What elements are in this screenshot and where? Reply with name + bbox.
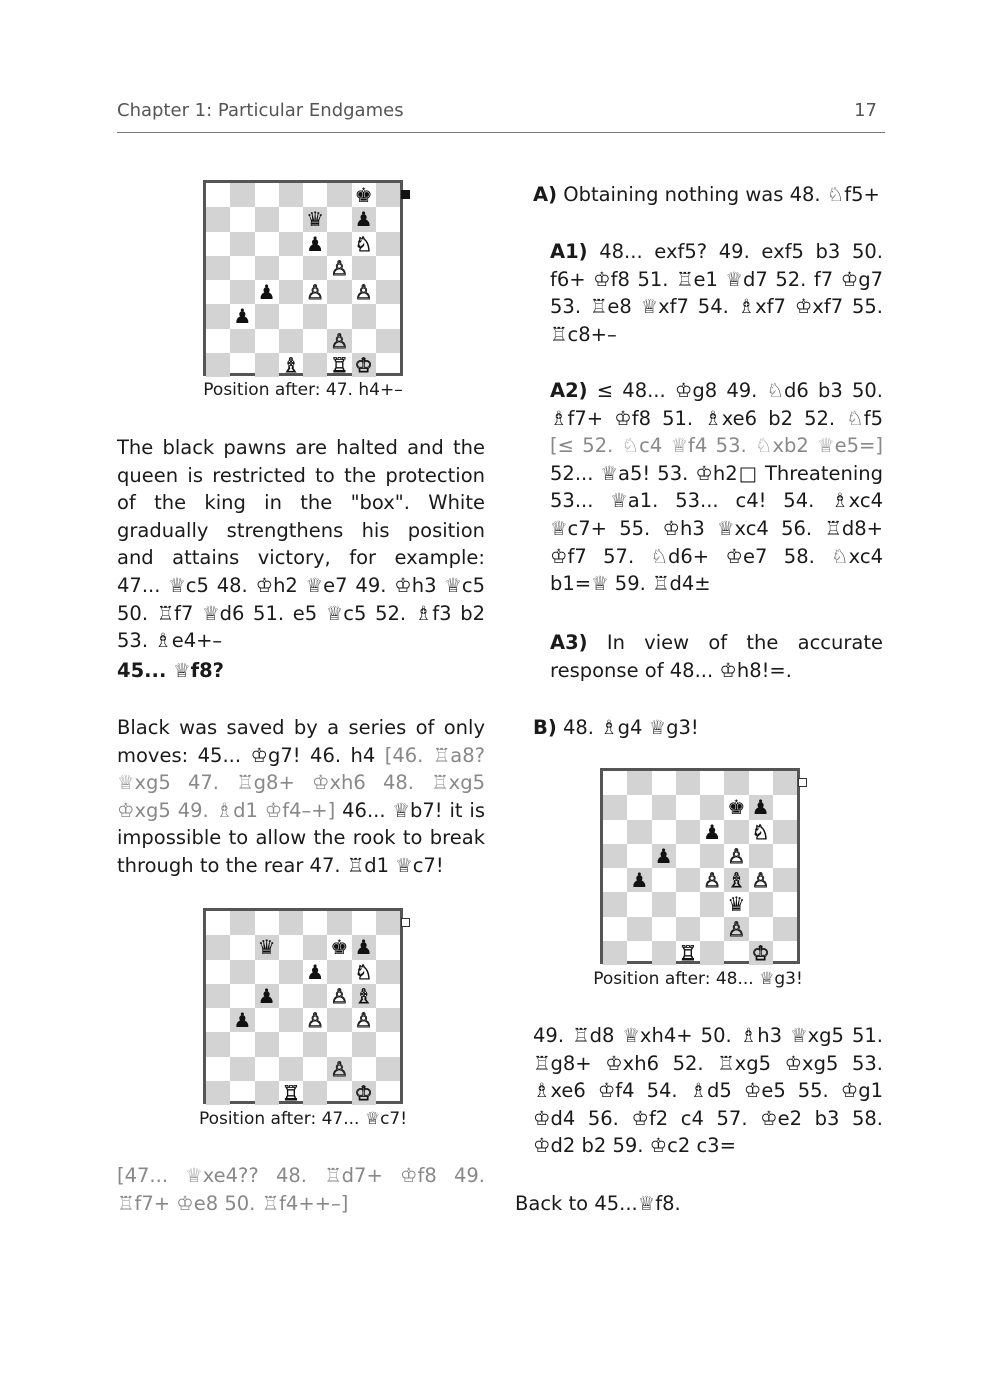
chess-piece-g1: ♔ bbox=[751, 940, 770, 965]
chess-piece-c4: ♟ bbox=[257, 280, 276, 304]
board-square bbox=[327, 1032, 351, 1056]
board-square bbox=[773, 820, 797, 844]
board-square bbox=[700, 892, 724, 916]
board-square bbox=[376, 256, 400, 280]
line-b bbox=[533, 714, 883, 742]
side-to-move-indicator bbox=[401, 190, 410, 199]
chess-piece-e6: ♟ bbox=[703, 819, 722, 844]
board-square bbox=[327, 280, 351, 304]
chess-piece-g8: ♚ bbox=[354, 183, 373, 207]
line-b-label: B) bbox=[533, 716, 557, 739]
board-square bbox=[327, 183, 351, 207]
board-square bbox=[230, 911, 254, 935]
board-square bbox=[676, 868, 700, 892]
board-square bbox=[603, 844, 627, 868]
board-square bbox=[206, 280, 230, 304]
board-square bbox=[627, 771, 651, 795]
board-square bbox=[206, 232, 230, 256]
chapter-title: Chapter 1: Particular Endgames bbox=[117, 100, 404, 121]
board-square bbox=[279, 1008, 303, 1032]
board-square bbox=[230, 984, 254, 1008]
board-square bbox=[749, 892, 773, 916]
board-square bbox=[352, 911, 376, 935]
board-square bbox=[603, 795, 627, 819]
board-square bbox=[676, 917, 700, 941]
board-square bbox=[206, 329, 230, 353]
board-square bbox=[327, 232, 351, 256]
only-moves-text-a: Black was saved by a series of only moves: 45... ♔g7! 46. h4 bbox=[117, 716, 485, 767]
board-square bbox=[352, 304, 376, 328]
board-square bbox=[376, 935, 400, 959]
chess-diagram-1 bbox=[203, 180, 403, 376]
chess-diagram-3 bbox=[600, 768, 800, 964]
board-square bbox=[206, 984, 230, 1008]
board-square bbox=[376, 329, 400, 353]
chess-piece-d1: ♗ bbox=[281, 352, 300, 377]
board-square bbox=[279, 232, 303, 256]
board-square bbox=[230, 960, 254, 984]
board-square bbox=[352, 1032, 376, 1056]
board-square bbox=[376, 232, 400, 256]
chess-piece-g6: ♘ bbox=[354, 231, 373, 256]
chess-piece-d1: ♖ bbox=[678, 940, 697, 965]
chess-piece-g7: ♟ bbox=[354, 935, 373, 960]
board-square bbox=[724, 820, 748, 844]
chess-piece-c7: ♛ bbox=[257, 935, 276, 960]
board-square bbox=[700, 844, 724, 868]
board-square bbox=[724, 941, 748, 965]
chess-piece-g4: ♙ bbox=[354, 1008, 373, 1032]
board-square bbox=[279, 935, 303, 959]
chess-piece-g6: ♘ bbox=[751, 819, 770, 844]
chess-piece-e6: ♟ bbox=[306, 231, 325, 256]
chess-piece-g6: ♘ bbox=[354, 959, 373, 984]
board-square bbox=[352, 329, 376, 353]
board-square bbox=[652, 868, 676, 892]
board-square bbox=[327, 207, 351, 231]
board-square bbox=[327, 911, 351, 935]
board-square bbox=[652, 892, 676, 916]
board-square bbox=[303, 256, 327, 280]
line-a2-text-a: ≤ 48... ♔g8 49. ♘d6 b3 50. ♗f7+ ♔f8 51. ♗xe6 b2 52. ♘f5 bbox=[550, 379, 883, 430]
only-moves-text-b: 46... ♕b7! it is impossible to allow the rook to break through to the rear 47. ♖d1 ♕c7! bbox=[117, 798, 485, 877]
board-square bbox=[303, 911, 327, 935]
chess-piece-f1: ♖ bbox=[330, 352, 349, 377]
board-square bbox=[303, 984, 327, 1008]
board-square bbox=[376, 183, 400, 207]
page-number: 17 bbox=[854, 100, 877, 121]
chess-piece-d1: ♖ bbox=[281, 1080, 300, 1105]
line-a3 bbox=[550, 629, 883, 684]
board-square bbox=[603, 868, 627, 892]
chess-piece-e4: ♙ bbox=[306, 280, 325, 304]
board-square bbox=[376, 280, 400, 304]
board-square bbox=[352, 1057, 376, 1081]
board-square bbox=[255, 329, 279, 353]
board-square bbox=[279, 960, 303, 984]
chess-piece-g1: ♔ bbox=[354, 352, 373, 377]
board-square bbox=[603, 892, 627, 916]
board-square bbox=[206, 183, 230, 207]
board-square bbox=[603, 771, 627, 795]
line-a3-text: In view of the accurate response of 48... ♔h8!=. bbox=[550, 631, 883, 682]
board-square bbox=[603, 941, 627, 965]
board-square bbox=[676, 795, 700, 819]
board-square bbox=[255, 911, 279, 935]
chess-piece-e4: ♙ bbox=[703, 868, 722, 892]
board-square bbox=[627, 820, 651, 844]
chess-diagram-2 bbox=[203, 908, 403, 1104]
line-a3-label: A3) bbox=[550, 631, 588, 654]
side-to-move-indicator bbox=[798, 778, 807, 787]
board-square bbox=[279, 183, 303, 207]
board-square bbox=[279, 984, 303, 1008]
board-square bbox=[255, 1008, 279, 1032]
paragraph-only-moves bbox=[117, 714, 485, 880]
line-a2 bbox=[550, 377, 883, 598]
diagram-caption-1: Position after: 47. h4+– bbox=[203, 380, 403, 400]
board-square bbox=[773, 917, 797, 941]
board-square bbox=[230, 1032, 254, 1056]
board-square bbox=[376, 207, 400, 231]
board-square bbox=[327, 1081, 351, 1105]
board-square bbox=[303, 329, 327, 353]
chess-piece-g7: ♟ bbox=[354, 207, 373, 232]
board-square bbox=[206, 960, 230, 984]
chess-piece-f5: ♙ bbox=[727, 843, 746, 868]
board-square bbox=[206, 1057, 230, 1081]
board-square bbox=[376, 984, 400, 1008]
board-square bbox=[627, 844, 651, 868]
board-square bbox=[376, 1081, 400, 1105]
paragraph-b-continuation: 49. ♖d8 ♕xh4+ 50. ♗h3 ♕xg5 51. ♖g8+ ♔xh6 52. ♖xg5 ♔xg5 53. ♗xe6 ♔f4 54. ♗d5 ♔e5 55. ♔g1 ♔d4 56. ♔f2 c4 57. ♔e2 b3 58. ♔d2 b2 59. ♔c2 c3= bbox=[533, 1024, 883, 1158]
chess-piece-b4: ♟ bbox=[233, 1008, 252, 1032]
board-square bbox=[206, 304, 230, 328]
board-square bbox=[303, 1057, 327, 1081]
diagram-caption-3: Position after: 48... ♕g3! bbox=[593, 969, 803, 989]
board-square bbox=[279, 280, 303, 304]
line-a2-variation: [≤ 52. ♘c4 ♕f4 53. ♘xb2 ♕e5=] bbox=[550, 434, 883, 458]
board-square bbox=[376, 353, 400, 377]
board-square bbox=[230, 935, 254, 959]
board-square bbox=[327, 304, 351, 328]
chess-piece-e7: ♛ bbox=[306, 207, 325, 232]
board-square bbox=[676, 771, 700, 795]
chess-piece-f7: ♚ bbox=[727, 795, 746, 820]
board-square bbox=[230, 232, 254, 256]
board-square bbox=[676, 820, 700, 844]
board-square bbox=[603, 917, 627, 941]
chess-piece-b4: ♟ bbox=[630, 868, 649, 892]
board-square bbox=[255, 207, 279, 231]
chess-piece-g7: ♟ bbox=[751, 795, 770, 820]
board-square bbox=[376, 1057, 400, 1081]
board-square bbox=[279, 304, 303, 328]
board-square bbox=[749, 917, 773, 941]
chess-piece-f4: ♗ bbox=[727, 868, 746, 892]
line-a2-text-b: 52... ♕a5! 53. ♔h2□ Threatening 53... ♕a1. 53... c4! 54. ♗xc4 ♕c7+ 55. ♔h3 ♕xc4 56. ♖d8+ ♔f7 57. ♘d6+ ♔e7 58. ♘xc4 b1=♕ 59. ♖d4± bbox=[550, 461, 883, 596]
page-header bbox=[117, 100, 885, 133]
board-square bbox=[206, 1008, 230, 1032]
board-square bbox=[352, 256, 376, 280]
board-square bbox=[376, 1008, 400, 1032]
board-square bbox=[376, 960, 400, 984]
board-square bbox=[279, 256, 303, 280]
chess-piece-f2: ♙ bbox=[330, 1056, 349, 1081]
line-a bbox=[533, 181, 883, 209]
line-a1-text: 48... exf5? 49. exf5 b3 50. f6+ ♔f8 51. ♖e1 ♕d7 52. f7 ♔g7 53. ♖e8 ♕xf7 54. ♗xf7 ♔xf7 55. ♖c8+– bbox=[550, 240, 883, 346]
move-heading-text: 45... ♕f8? bbox=[117, 659, 224, 682]
board-square bbox=[749, 844, 773, 868]
chess-piece-c5: ♟ bbox=[654, 843, 673, 868]
board-square bbox=[230, 256, 254, 280]
board-square bbox=[230, 207, 254, 231]
move-heading bbox=[117, 657, 485, 685]
line-a1 bbox=[550, 238, 883, 348]
board-square bbox=[255, 1057, 279, 1081]
board-square bbox=[230, 1057, 254, 1081]
only-moves-variation: [46. ♖a8? ♕xg5 47. ♖g8+ ♔xh6 48. ♖xg5 ♔xg5 49. ♗d1 ♔f4–+] bbox=[117, 743, 485, 822]
board-square bbox=[230, 1081, 254, 1105]
line-a-text: Obtaining nothing was 48. ♘f5+ bbox=[557, 183, 880, 206]
board-square bbox=[627, 917, 651, 941]
board-square bbox=[700, 917, 724, 941]
board-square bbox=[206, 1032, 230, 1056]
board-square bbox=[230, 353, 254, 377]
chess-piece-b3: ♟ bbox=[233, 304, 252, 329]
chess-piece-f3: ♛ bbox=[727, 892, 746, 917]
board-square bbox=[749, 771, 773, 795]
board-square bbox=[327, 960, 351, 984]
board-square bbox=[773, 868, 797, 892]
board-square bbox=[279, 1057, 303, 1081]
board-square bbox=[700, 941, 724, 965]
board-square bbox=[773, 795, 797, 819]
line-a1-label: A1) bbox=[550, 240, 588, 263]
board-square bbox=[652, 917, 676, 941]
board-square bbox=[627, 941, 651, 965]
board-square bbox=[206, 911, 230, 935]
board-square bbox=[773, 771, 797, 795]
chess-piece-g1: ♔ bbox=[354, 1080, 373, 1105]
board-square bbox=[327, 1008, 351, 1032]
board-square bbox=[303, 935, 327, 959]
side-to-move-indicator bbox=[401, 918, 410, 927]
board-square bbox=[206, 1081, 230, 1105]
line-b-text: 48. ♗g4 ♕g3! bbox=[556, 716, 699, 739]
chess-piece-f5: ♙ bbox=[330, 255, 349, 280]
board-square bbox=[627, 892, 651, 916]
chess-piece-g4: ♙ bbox=[354, 280, 373, 304]
board-square bbox=[652, 771, 676, 795]
chess-piece-g5: ♗ bbox=[354, 983, 373, 1008]
board-square bbox=[376, 1032, 400, 1056]
board-square bbox=[255, 1032, 279, 1056]
board-square bbox=[230, 329, 254, 353]
chess-piece-f2: ♙ bbox=[727, 916, 746, 941]
chess-piece-f2: ♙ bbox=[330, 328, 349, 353]
board-square bbox=[700, 771, 724, 795]
board-square bbox=[255, 960, 279, 984]
board-square bbox=[303, 1081, 327, 1105]
diagram-caption-2: Position after: 47... ♕c7! bbox=[198, 1109, 408, 1129]
board-square bbox=[255, 256, 279, 280]
board-square bbox=[700, 795, 724, 819]
line-a2-label: A2) bbox=[550, 379, 588, 402]
board-square bbox=[627, 795, 651, 819]
board-square bbox=[652, 941, 676, 965]
board-square bbox=[230, 183, 254, 207]
board-square bbox=[303, 183, 327, 207]
chess-piece-g4: ♙ bbox=[751, 868, 770, 892]
board-square bbox=[279, 207, 303, 231]
board-square bbox=[676, 844, 700, 868]
board-square bbox=[376, 304, 400, 328]
board-square bbox=[206, 935, 230, 959]
board-square bbox=[724, 771, 748, 795]
board-square bbox=[303, 353, 327, 377]
chess-piece-f5: ♙ bbox=[330, 983, 349, 1008]
chess-piece-e6: ♟ bbox=[306, 959, 325, 984]
board-square bbox=[255, 353, 279, 377]
board-square bbox=[206, 256, 230, 280]
board-square bbox=[303, 304, 327, 328]
board-square bbox=[773, 892, 797, 916]
board-square bbox=[676, 892, 700, 916]
board-square bbox=[603, 820, 627, 844]
chess-piece-e4: ♙ bbox=[306, 1008, 325, 1032]
board-square bbox=[279, 911, 303, 935]
board-square bbox=[652, 820, 676, 844]
board-square bbox=[279, 329, 303, 353]
chess-piece-f7: ♚ bbox=[330, 935, 349, 960]
board-square bbox=[255, 232, 279, 256]
paragraph-variation-qxe4: [47... ♕xe4?? 48. ♖d7+ ♔f8 49. ♖f7+ ♔e8 50. ♖f4++–] bbox=[117, 1164, 485, 1215]
board-square bbox=[279, 1032, 303, 1056]
chess-piece-c5: ♟ bbox=[257, 983, 276, 1008]
board-square bbox=[303, 1032, 327, 1056]
board-square bbox=[255, 183, 279, 207]
board-square bbox=[773, 941, 797, 965]
board-square bbox=[773, 844, 797, 868]
board-square bbox=[206, 353, 230, 377]
back-link[interactable]: Back to 45...♕f8. bbox=[515, 1192, 681, 1215]
board-square bbox=[206, 207, 230, 231]
board-square bbox=[376, 911, 400, 935]
line-a-label: A) bbox=[533, 183, 558, 206]
board-square bbox=[255, 304, 279, 328]
paragraph-box-explanation: The black pawns are halted and the queen is restricted to the protection of the king in the "box". White gradually strengthens his position and attains victory, for example: 47... ♕c5 48. ♔h2 ♕e7 49. ♔h3 ♕c5 50. ♖f7 ♕d6 51. e5 ♕c5 52. ♗f3 b2 53. ♗e4+– bbox=[117, 436, 485, 653]
board-square bbox=[255, 1081, 279, 1105]
board-square bbox=[230, 280, 254, 304]
board-square bbox=[652, 795, 676, 819]
